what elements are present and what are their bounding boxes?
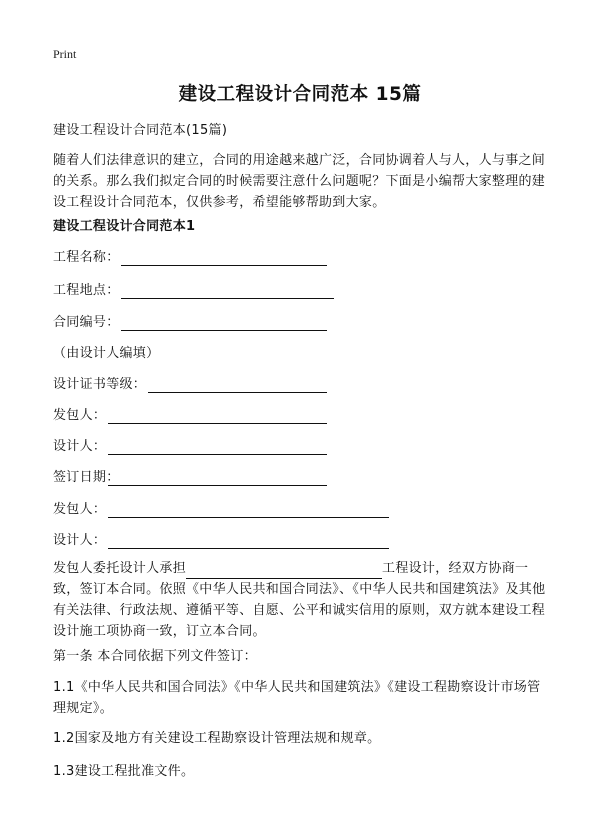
designer-label-2: 设计人： — [53, 533, 107, 548]
sign-date-label: 签订日期： — [53, 470, 120, 485]
sign-date-field — [53, 468, 120, 488]
document-title: 建设工程设计合同范本 15篇 — [178, 84, 422, 105]
designer-field-2 — [53, 531, 106, 551]
project-blank-line — [186, 563, 382, 579]
contract-number-label: 合同编号： — [53, 315, 120, 330]
commission-after-text: 工程设计，经双方协商一致，签订本合同。依照《中华人民共和国合同法》、《中华人民共和国建筑法》及其他有关法律、行政法规、遵循平等、自愿、公平和诚实信用的原则，双方就本建设工程设计施工项协商一致，订立本合同。 — [53, 561, 546, 639]
client-line-2 — [108, 517, 389, 518]
client-field-1 — [53, 406, 106, 426]
client-line-1 — [108, 423, 327, 424]
project-location-line — [121, 298, 334, 299]
designer-label-1: 设计人： — [53, 439, 107, 454]
contract-number-field — [53, 313, 120, 333]
client-label-2: 发包人： — [53, 502, 107, 517]
commission-paragraph — [53, 558, 550, 642]
design-cert-level-line — [148, 392, 327, 393]
project-name-line — [121, 265, 327, 266]
client-label-1: 发包人： — [53, 408, 107, 423]
filled-by-note — [53, 344, 159, 364]
clause-1-3: 1.3建设工程批准文件。 — [53, 764, 195, 779]
project-name-field — [53, 248, 120, 268]
design-cert-level-field — [53, 375, 146, 395]
designer-line-2 — [108, 548, 389, 549]
section-heading: 建设工程设计合同范本1 — [53, 219, 196, 234]
designer-line-1 — [108, 454, 327, 455]
commission-before-text: 发包人委托设计人承担 — [53, 561, 187, 576]
design-cert-level-label: 设计证书等级： — [53, 377, 147, 392]
client-field-2 — [53, 500, 106, 520]
filled-by-note-text: （由设计人编填） — [53, 346, 160, 361]
project-name-label: 工程名称： — [53, 250, 120, 265]
sign-date-line — [108, 485, 327, 486]
article-1: 第一条 本合同依据下列文件签订： — [53, 649, 257, 664]
project-location-label: 工程地点： — [53, 283, 120, 298]
clause-1-1: 1.1《中华人民共和国合同法》《中华人民共和国建筑法》《建设工程勘察设计市场管理规定》。 — [53, 680, 541, 716]
contract-number-line — [121, 330, 327, 331]
clause-1-2: 1.2国家及地方有关建设工程勘察设计管理法规和规章。 — [53, 731, 381, 746]
print-label: Print — [53, 47, 77, 61]
document-subtitle: 建设工程设计合同范本(15篇) — [53, 123, 228, 138]
intro-paragraph: 随着人们法律意识的建立，合同的用途越来越广泛，合同协调着人与人，人与事之间的关系。那么我们拟定合同的时候需要注意什么问题呢？下面是小编帮大家整理的建设工程设计合同范本，仅供参考，希望能够帮助到大家。 — [53, 153, 546, 210]
designer-field-1 — [53, 437, 106, 457]
project-location-field — [53, 281, 120, 301]
